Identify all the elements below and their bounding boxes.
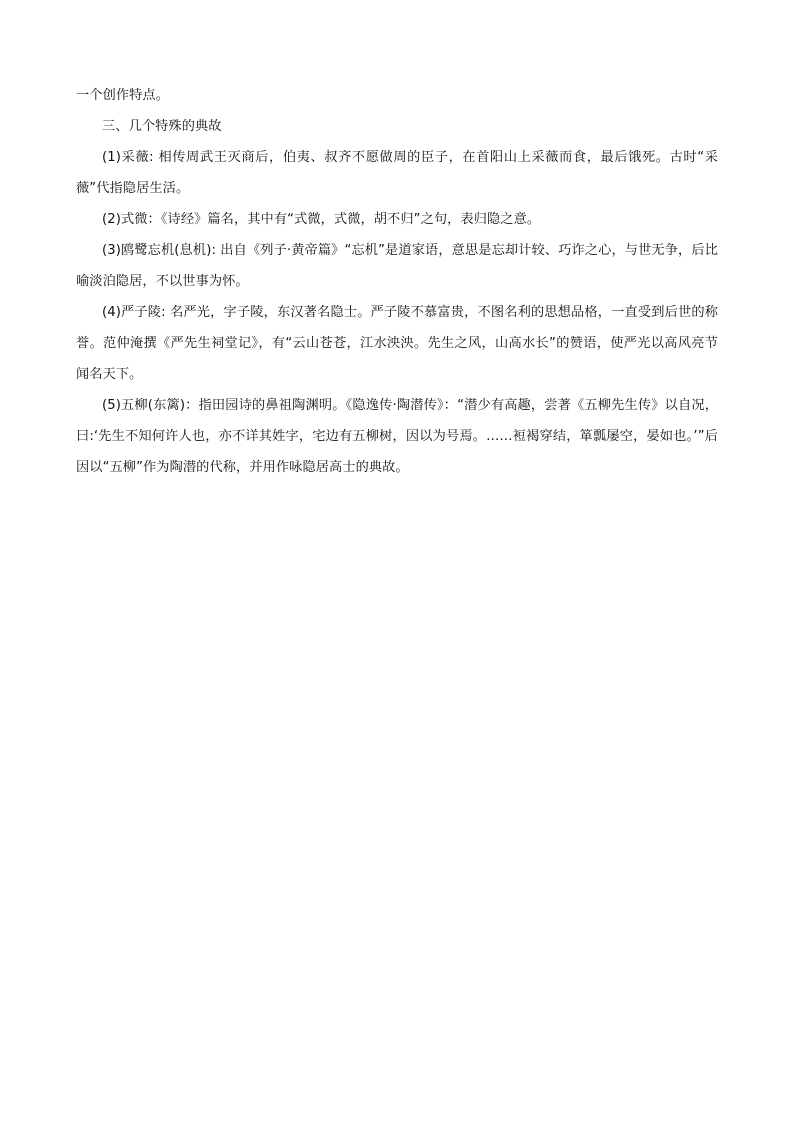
paragraph-yan-ziling: (4)严子陵: 名严光，字子陵，东汉著名隐士。严子陵不慕富贵，不图名利的思想品格，一直受到后世的称誉。范仲淹撰《严先生祠堂记》，有“云山苍苍，江水泱泱。先生之风，山高水长”的赞语，使严光以高风亮节闻名天下。 <box>76 305 718 382</box>
paragraph-oulu-wangji: (3)鸥鹭忘机(息机): 出自《列子·黄帝篇》“忘机”是道家语，意思是忘却计较、巧诈之心，与世无争，后比喻淡泊隐居，不以世事为怀。 <box>76 243 718 289</box>
section-heading: 三、几个特殊的典故 <box>102 119 222 134</box>
paragraph-continuation: 一个创作特点。 <box>76 88 170 103</box>
paragraph-wuliu: (5)五柳(东篱)：指田园诗的鼻祖陶渊明。《隐逸传·陶潜传》：“潜少有高趣，尝著《五柳先生传》以自况，曰:‘先生不知何许人也，亦不详其姓字，宅边有五柳树，因以为号焉。……裋褐穿结，箪瓢屡空，晏如也。’”后因以“五柳”作为陶潜的代称，并用作咏隐居高士的典故。 <box>76 398 718 475</box>
paragraph-caiwei: (1)采薇: 相传周武王灭商后，伯夷、叔齐不愿做周的臣子，在首阳山上采薇而食，最后饿死。古时“采薇”代指隐居生活。 <box>76 150 718 196</box>
paragraph-shiwei: (2)式微：《诗经》篇名，其中有“式微，式微，胡不归”之句，表归隐之意。 <box>102 212 541 227</box>
document-body <box>76 80 718 483</box>
